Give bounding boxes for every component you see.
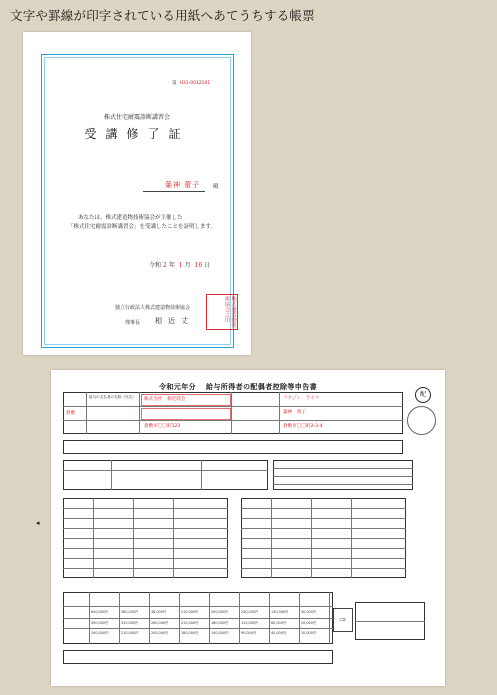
income-row-line [63,568,228,569]
employer-name: 株式会社 相近商会 [144,397,186,402]
income-col-line [93,498,94,578]
income-row-line [63,508,228,509]
income-row-line [241,568,406,569]
certificate-number-label: 第 [172,81,177,86]
income-col-line [351,498,352,578]
income-row-line [241,538,406,539]
certificate-body [68,214,217,232]
spouse-col-line [111,460,112,490]
income-row-line [63,548,228,549]
date-era: 令和 [149,262,162,269]
amount-cell: 200,000円 [151,631,169,635]
income-row-line [241,548,406,549]
spouse-col-line [201,460,202,490]
amount-row-line [63,618,333,619]
amount-cell: 90,000円 [241,631,257,635]
date-year-unit: 年 [168,262,175,269]
amount-cell: 40,000円 [271,631,287,635]
name-underline [143,191,205,192]
certificate-number-value: H31-0012101 [179,81,211,86]
amount-col-line [329,592,330,644]
amount-cell: 210,000円 [181,621,199,625]
recipient-name: 葉神 蕾子 [165,181,201,189]
date-month: 1 [178,262,183,269]
form-title [159,382,317,392]
employer-label: 給与の支払者の名称（氏名） [89,395,136,399]
amount-row-line [63,628,333,629]
body-line: 「株式住宅耐震診断講習会」を受講したことを証明します。 [68,224,217,230]
honorific: 殿 [213,184,219,190]
spouse-info-grid [63,460,268,490]
amount-cell: 130,000円 [271,610,289,614]
income-col-line [133,498,134,578]
employee-address: 倉敷市〇〇町2-3-4 [283,424,323,429]
amount-cell: 390,000円 [91,621,109,625]
amount-cell: 310,000円 [121,621,139,625]
date-year: 2 [163,262,167,269]
page-mark-icon: ◂ [36,519,40,527]
amount-cell: 260,000円 [151,621,169,625]
deduction-type-grid [273,460,413,490]
income-row-line [63,518,228,519]
amount-cell: 110,000円 [241,621,259,625]
certificate-sheet [23,32,251,355]
header-col-line [231,392,232,434]
seminar-name: 株式住宅耐震診断講習会 [103,114,170,121]
header-col-line [279,392,280,434]
amount-col-line [209,592,210,644]
income-col-line [271,498,272,578]
deduction-row-line [273,484,413,485]
amount-cell: 60,000円 [271,621,287,625]
issue-date [149,260,210,269]
amount-col-line [89,592,90,644]
employee-kana: フクジン ライコ [283,396,320,401]
amount-cell: 290,000円 [211,610,229,614]
date-day: 16 [194,262,203,269]
amount-cell: 30,000円 [301,610,317,614]
date-day-unit: 日 [204,262,211,269]
issuing-organization: 独立行政法人株式建造物技術協会 [115,305,191,311]
income-row-line [63,558,228,559]
amount-cell: 640,000円 [91,610,109,614]
header-row-line [63,420,403,421]
amount-cell: 240,000円 [91,631,109,635]
date-month-unit: 月 [184,262,191,269]
tax-office: 倉敷 [66,411,76,416]
official-seal-stamp: 株式建造物技術協会之印 [206,294,238,330]
header-row-line [63,406,403,407]
amount-cell: 210,000円 [121,631,139,635]
amount-cell: 210,000円 [181,610,199,614]
amount-cell: 10,000円 [301,631,317,635]
income-row-line [241,528,406,529]
amount-col-line [119,592,120,644]
number-box [141,408,231,420]
certificate-number [172,80,210,86]
page-caption: 文字や罫線が印字されている用紙へあてうちする帳票 [10,8,315,23]
income-row-line [241,518,406,519]
checkbox-row [63,440,403,454]
amount-cell: 160,000円 [211,621,229,625]
spouse-row-line [63,470,268,471]
header-col-line [86,392,87,434]
deduction-row-line [273,468,413,469]
certificate-title: 受講修了証 [84,127,190,141]
employee-name: 葉神 蕾子 [283,410,306,415]
amount-cell: 140,000円 [211,631,229,635]
income-row-line [63,538,228,539]
income-col-line [173,498,174,578]
tax-form-sheet [51,370,445,686]
income-row-line [63,528,228,529]
amount-col-line [149,592,150,644]
amount-cell: 580,000円 [121,610,139,614]
deduction-row-line [273,476,413,477]
amount-cell: 180,000円 [181,631,199,635]
income-row-line [241,508,406,509]
amount-col-line [269,592,270,644]
chair-label: 理事長 [125,320,141,326]
amount-col-line [239,592,240,644]
income-col-line [311,498,312,578]
form-year: 令和元年分 [159,383,196,391]
amount-col-line [179,592,180,644]
employer-address: 倉敷市〇〇町123 [144,424,181,429]
result-row-line [355,621,425,622]
amount-cell: 38,000円 [151,610,167,614]
dial-circle-icon [407,406,436,435]
amount-cell: 240,000円 [241,610,259,614]
header-col-line [139,392,140,434]
form-badge: 配 [415,387,431,403]
amount-cell: 20,000円 [301,621,317,625]
amount-col-line [299,592,300,644]
chair-name: 相近丈 [155,317,194,325]
amount-row-line [63,606,333,607]
footer-grid [63,650,333,664]
form-main-title: 給与所得者の配偶者控除等申告書 [206,383,317,391]
body-line: あなたは、株式建造物技術協会が主催した [78,215,183,221]
arrow-icon: ⇨ [333,608,353,632]
income-row-line [241,558,406,559]
